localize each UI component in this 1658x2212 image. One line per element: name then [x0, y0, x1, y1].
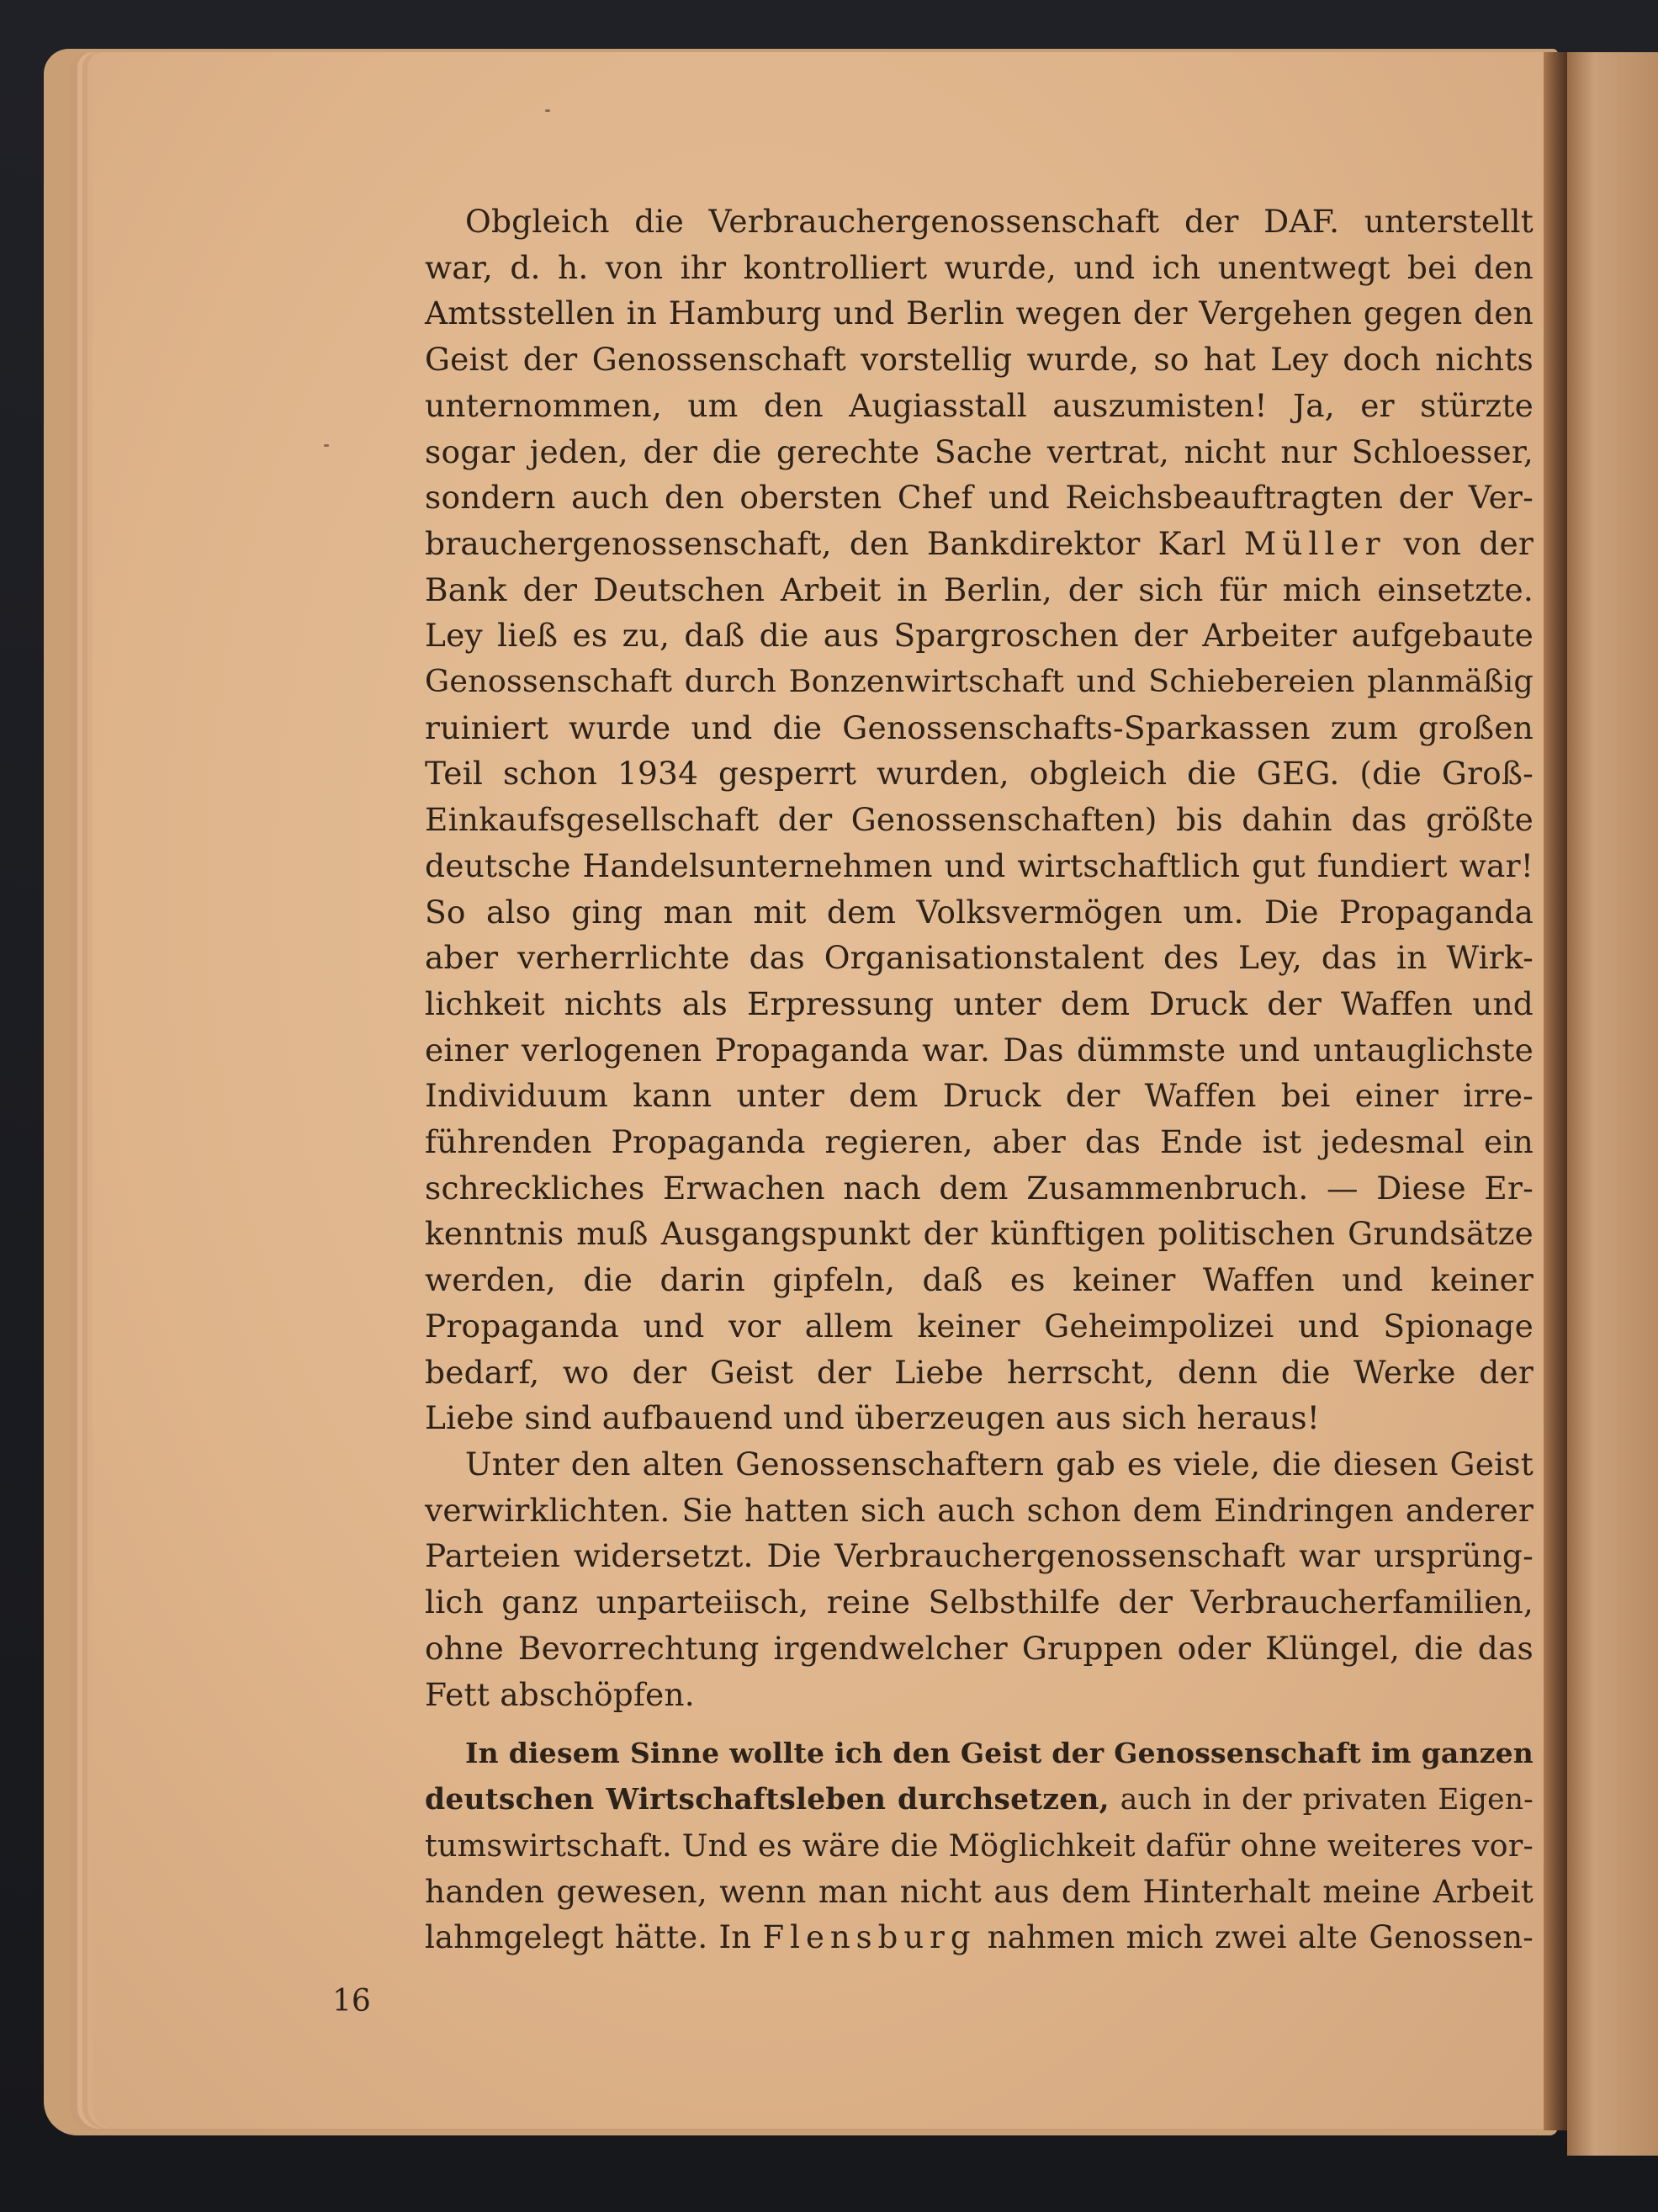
text-line: Fett abschöpfen. [425, 1675, 695, 1713]
text-line: ruiniert wurde und die Genossenschafts-Sparkassen zum großen [425, 708, 1534, 746]
text-line: Liebe sind aufbauend und überzeugen aus sich heraus! [425, 1399, 1321, 1437]
text-line: Bank der Deutschen Arbeit in Berlin, der sich für mich einsetzte. [425, 570, 1534, 608]
text-line: sondern auch den obersten Chef und Reichsbeauftragten der Ver- [425, 479, 1534, 517]
text-line [425, 1777, 1534, 1823]
text-line: deutsche Handelsunternehmen und wirtschaftlich gut fundiert war! [425, 846, 1534, 884]
book-gutter [1544, 52, 1567, 2130]
text-line: tumswirtschaft. Und es wäre die Möglichkeit dafür ohne weiteres vor- [425, 1827, 1534, 1864]
text-line: aber verherrlichte das Organisationstalent des Ley, das in Wirk- [425, 939, 1534, 977]
text-line: unternommen, um den Augiasstall auszumisten! Ja, er stürzte [425, 386, 1534, 424]
text-line: handen gewesen, wenn man nicht aus dem Hinterhalt meine Arbeit [425, 1873, 1534, 1911]
text-line: Propaganda und vor allem keiner Geheimpolizei und Spionage [425, 1307, 1534, 1345]
paragraph-1 [425, 199, 1534, 1441]
text-line: lichkeit nichts als Erpressung unter dem Druck der Waffen und [425, 984, 1534, 1022]
paragraph-3 [425, 1731, 1534, 1961]
bold-text-segment: deutschen Wirtschaftsleben durchsetzen, [425, 1782, 1110, 1817]
text-line: Parteien widersetzt. Die Verbrauchergenossenschaft war ursprüng- [425, 1537, 1534, 1575]
text-line: lich ganz unparteiisch, reine Selbsthilfe der Verbraucherfamilien, [425, 1583, 1534, 1621]
text-line: So also ging man mit dem Volksvermögen um. Die Propaganda [425, 893, 1534, 931]
text-line: werden, die darin gipfeln, daß es keiner Waffen und keiner [425, 1261, 1534, 1299]
page-number: 16 [332, 1984, 371, 2018]
text-segment: auch in der privaten Eigen- [1109, 1782, 1534, 1817]
text-line: Unter den alten Genossenschaftern gab es viele, die diesen Geist [465, 1445, 1534, 1483]
text-line [425, 521, 1534, 567]
paper-speck [324, 444, 329, 447]
text-line: einer verlogenen Propaganda war. Das dümmste und untauglichste [425, 1031, 1534, 1069]
text-line: Einkaufsgesellschaft der Genossenschaften) bis dahin das größte [425, 801, 1534, 839]
text-line: Genossenschaft durch Bonzenwirtschaft und Schiebereien planmäßig [425, 663, 1534, 700]
text-line: schreckliches Erwachen nach dem Zusammenbruch. — Diese Er- [425, 1169, 1534, 1207]
text-segment: nahmen mich zwei alte Genossen- [976, 1919, 1534, 1956]
paragraph-2 [425, 1441, 1534, 1717]
text-line: Geist der Genossenschaft vorstellig wurde, so hat Ley doch nichts [425, 341, 1534, 379]
spaced-name: Flensburg [762, 1919, 977, 1956]
text-line: verwirklichten. Sie hatten sich auch schon dem Eindringen anderer [425, 1491, 1534, 1529]
text-line: Individuum kann unter dem Druck der Waffen bei einer irre- [425, 1077, 1534, 1115]
text-segment: brauchergenossenschaft, den Bankdirektor Karl [425, 524, 1244, 562]
text-line: sogar jeden, der die gerechte Sache vertrat, nicht nur Schloesser, [425, 432, 1534, 470]
spaced-name: Müller [1243, 524, 1386, 562]
text-line: führenden Propaganda regieren, aber das Ende ist jedesmal ein [425, 1123, 1534, 1161]
paper-speck [545, 109, 550, 112]
text-line: Amtsstellen in Hamburg und Berlin wegen der Vergehen gegen den [425, 294, 1534, 332]
text-line: bedarf, wo der Geist der Liebe herrscht, denn die Werke der [425, 1353, 1534, 1391]
text-line: Teil schon 1934 gesperrt wurden, obgleich die GEG. (die Groß- [425, 755, 1534, 793]
body-text [425, 199, 1534, 1961]
bold-text-line: In diesem Sinne wollte ich den Geist der Genossenschaft im ganzen [465, 1737, 1534, 1770]
text-segment: von der [1385, 524, 1534, 562]
text-line: Ley ließ es zu, daß die aus Spargroschen der Arbeiter aufgebaute [425, 617, 1534, 655]
text-line: kenntnis muß Ausgangspunkt der künftigen politischen Grundsätze [425, 1215, 1534, 1253]
text-segment: lahmgelegt hätte. In [425, 1919, 763, 1956]
facing-page-edge [1567, 52, 1658, 2156]
text-line: Obgleich die Verbrauchergenossenschaft der DAF. unterstellt [465, 203, 1534, 240]
text-line: ohne Bevorrechtung irgendwelcher Gruppen oder Klüngel, die das [425, 1629, 1534, 1667]
text-line: war, d. h. von ihr kontrolliert wurde, und ich unentwegt bei den [425, 248, 1534, 286]
text-line [425, 1915, 1534, 1961]
